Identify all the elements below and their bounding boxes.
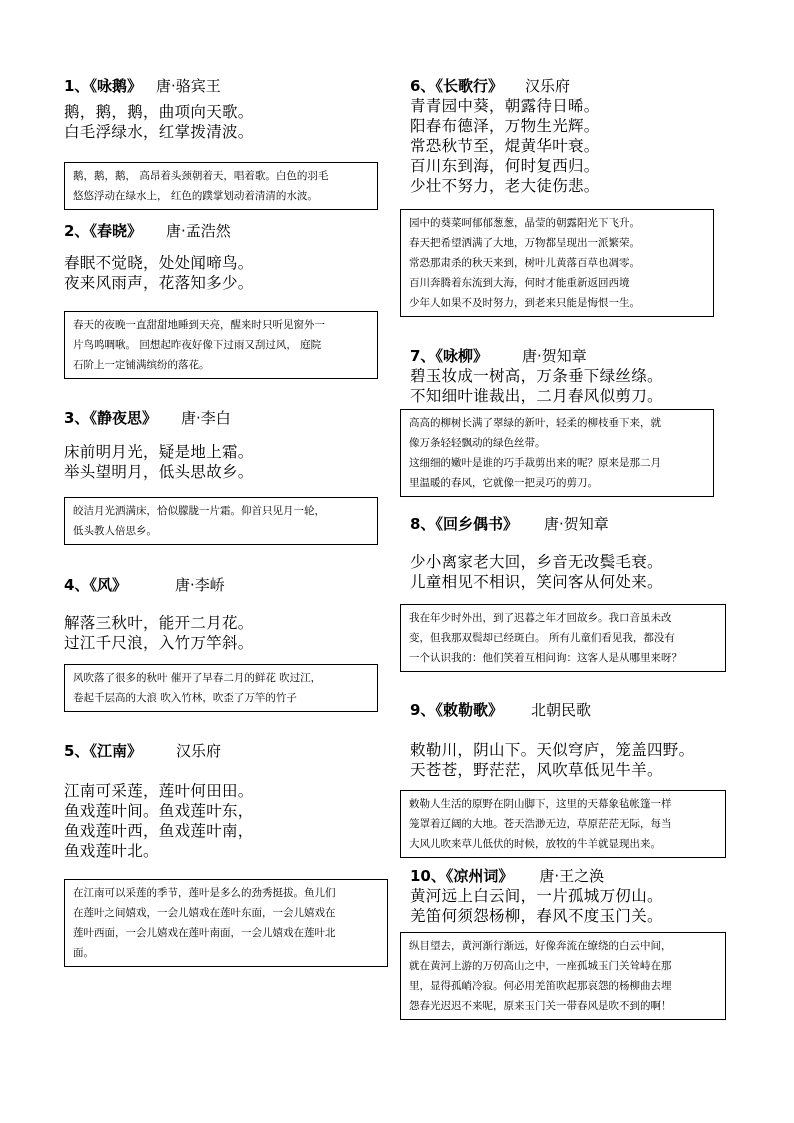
poem-title: 《静夜思》 (89, 409, 157, 427)
poem-1 (64, 76, 254, 142)
poem-6 (410, 76, 600, 196)
poem-line: 夜来风雨声，花落知多少。 (64, 274, 254, 292)
poem-title: 《江南》 (89, 742, 142, 760)
translation-line: 悠悠浮动在绿水上， 红色的蹼掌划动着清清的水波。 (73, 190, 318, 202)
poem-9-translation (400, 790, 726, 858)
translation-line: 少年人如果不及时努力，到老来只能是悔恨一生。 (409, 297, 640, 309)
poem-number: 9、 (410, 701, 436, 719)
translation-line: 在江南可以采莲的季节，莲叶是多么的劲秀挺拔。鱼儿们 (73, 887, 336, 899)
poem-line: 百川东到海，何时复西归。 (410, 157, 600, 175)
poem-3-translation (64, 497, 378, 545)
poem-line: 江南可采莲，莲叶何田田。 (64, 782, 254, 800)
poem-line: 鱼戏莲叶西，鱼戏莲叶南， (64, 822, 254, 840)
poem-title: 《凉州词》 (445, 867, 514, 885)
translation-line: 卷起千层高的大浪 吹入竹林，吹歪了万竿的竹子 (73, 692, 297, 704)
poem-title-line (64, 76, 254, 96)
poem-10-translation (400, 932, 726, 1020)
poem-8 (410, 514, 663, 592)
translation-line: 皎洁月光洒满床，恰似朦胧一片霜。仰首只见月一轮， (73, 505, 325, 517)
poem-8-translation (400, 604, 726, 672)
poem-title: 《长歌行》 (435, 77, 503, 95)
poem-author: 唐·孟浩然 (165, 222, 231, 240)
translation-line: 片鸟鸣啁啾。 回想起昨夜好像下过雨又刮过风， 庭院 (73, 339, 322, 351)
poem-author: 唐·王之涣 (539, 867, 605, 885)
poem-5 (64, 741, 254, 861)
poem-number: 3、 (64, 409, 90, 427)
poem-title-line (64, 741, 254, 761)
poem-author: 唐·李峤 (174, 576, 225, 594)
poem-line: 解落三秋叶，能开二月花。 (64, 614, 254, 632)
poem-4 (64, 575, 254, 653)
poem-title-line (64, 221, 254, 241)
translation-line: 园中的葵菜呵郁郁葱葱，晶莹的朝露阳光下飞升。 (409, 217, 640, 229)
poem-number: 2、 (64, 222, 90, 240)
translation-line: 低头教人倍思乡。 (73, 525, 157, 537)
poem-title: 《风》 (89, 576, 127, 594)
translation-line: 像万条轻轻飘动的绿色丝带。 (409, 437, 546, 449)
poem-4-translation (64, 664, 378, 712)
translation-line: 常恐那肃杀的秋天来到，树叶儿黄落百草也凋零。 (409, 257, 640, 269)
poem-3 (64, 408, 254, 482)
translation-line: 春天的夜晚一直甜甜地睡到天亮，醒来时只听见窗外一 (73, 319, 325, 331)
translation-line: 百川奔腾着东流到大海，何时才能重新返回西境 (409, 277, 630, 289)
poem-number: 1、 (64, 77, 90, 95)
poem-line: 阳春布德泽，万物生光辉。 (410, 117, 600, 135)
poem-line: 白毛浮绿水，红掌拨清波。 (64, 123, 254, 141)
poem-7 (410, 346, 663, 406)
translation-line: 笼罩着辽阔的大地。苍天浩渺无边，草原茫茫无际，每当 (409, 818, 672, 830)
poem-number: 5、 (64, 742, 90, 760)
translation-line: 这细细的嫩叶是谁的巧手裁剪出来的呢？原来是那二月 (409, 457, 661, 469)
poem-title-line (410, 866, 663, 886)
poem-author: 北朝民歌 (530, 701, 591, 719)
poem-line: 举头望明月，低头思故乡。 (64, 463, 254, 481)
poem-line: 不知细叶谁裁出，二月春风似剪刀。 (410, 387, 663, 405)
poem-author: 汉乐府 (175, 742, 221, 760)
poem-number: 4、 (64, 576, 90, 594)
poem-line: 少小离家老大回，乡音无改鬓毛衰。 (410, 553, 663, 571)
poem-author: 唐·贺知章 (543, 515, 609, 533)
poem-1-translation (64, 162, 378, 210)
poem-title-line (64, 575, 254, 595)
poem-line: 青青园中葵，朝露待日晞。 (410, 97, 600, 115)
poem-line: 鹅，鹅，鹅，曲项向天歌。 (64, 103, 254, 121)
poem-title: 《咏柳》 (435, 347, 488, 365)
poem-author: 汉乐府 (524, 77, 570, 95)
poem-line: 常恐秋节至，焜黄华叶衰。 (410, 137, 600, 155)
translation-line: 一个认识我的：他们笑着互相问询：这客人是从哪里来呀？ (409, 652, 682, 664)
poem-line: 鱼戏莲叶间。鱼戏莲叶东， (64, 802, 254, 820)
poem-author: 唐·骆宾王 (155, 77, 221, 95)
translation-line: 里，显得孤峭冷寂。何必用羌笛吹起那哀怨的杨柳曲去埋 (409, 980, 672, 992)
poem-number: 6、 (410, 77, 436, 95)
poem-title-line (410, 514, 663, 534)
poem-10 (410, 866, 663, 926)
poem-2 (64, 221, 254, 293)
translation-line: 面。 (73, 947, 94, 959)
poem-title-line (410, 700, 694, 720)
poem-number: 8、 (410, 515, 436, 533)
poem-5-translation (64, 879, 388, 967)
poem-line: 过江千尺浪，入竹万竿斜。 (64, 634, 254, 652)
translation-line: 变，但我那双鬓却已经斑白。 所有儿童们看见我，都没有 (409, 632, 675, 644)
poem-number: 10、 (410, 867, 446, 885)
translation-line: 怨春光迟迟不来呢，原来玉门关一带春风是吹不到的啊！ (409, 1000, 672, 1012)
translation-line: 高高的柳树长满了翠绿的新叶，轻柔的柳枝垂下来，就 (409, 417, 661, 429)
poem-title: 《咏鹅》 (89, 77, 142, 95)
poem-line: 敕勒川，阴山下。天似穹庐，笼盖四野。 (410, 741, 695, 759)
poem-line: 天苍苍，野茫茫，风吹草低见牛羊。 (410, 761, 663, 779)
translation-line: 鹅，鹅，鹅， 高昂着头颈朝着天，唱着歌。白色的羽毛 (73, 170, 329, 182)
translation-line: 风吹落了很多的秋叶 催开了早春二月的鲜花 吹过江， (73, 672, 322, 684)
translation-line: 我在年少时外出，到了迟暮之年才回故乡。我口音虽未改 (409, 612, 672, 624)
poem-number: 7、 (410, 347, 436, 365)
poem-line: 鱼戏莲叶北。 (64, 842, 159, 860)
poem-line: 儿童相见不相识，笑问客从何处来。 (410, 573, 663, 591)
translation-line: 就在黄河上游的万仞高山之中，一座孤城玉门关耸峙在那 (409, 960, 672, 972)
poem-author: 唐·贺知章 (521, 347, 587, 365)
poem-6-translation (400, 209, 714, 317)
poem-line: 碧玉妆成一树高，万条垂下绿丝绦。 (410, 367, 663, 385)
poem-author: 唐·李白 (180, 409, 231, 427)
translation-line: 石阶上一定铺满缤纷的落花。 (73, 359, 210, 371)
poem-9 (410, 700, 694, 780)
poem-2-translation (64, 311, 378, 379)
translation-line: 莲叶西面，一会儿嬉戏在莲叶南面，一会儿嬉戏在莲叶北 (73, 927, 336, 939)
translation-line: 大风儿吹来草儿低伏的时候，放牧的牛羊就显现出来。 (409, 838, 661, 850)
poem-line: 羌笛何须怨杨柳，春风不度玉门关。 (410, 907, 663, 925)
poem-title: 《敕勒歌》 (435, 701, 503, 719)
poem-7-translation (400, 409, 714, 497)
translation-line: 春天把希望洒满了大地，万物都呈现出一派繁荣。 (409, 237, 640, 249)
poem-title-line (410, 76, 600, 96)
poem-line: 黄河远上白云间，一片孤城万仞山。 (410, 887, 663, 905)
translation-line: 敕勒人生活的原野在阴山脚下，这里的天幕象毡帐篷一样 (409, 798, 672, 810)
poem-title-line (64, 408, 254, 428)
translation-line: 在莲叶之间嬉戏，一会儿嬉戏在莲叶东面，一会儿嬉戏在 (73, 907, 336, 919)
poem-line: 春眠不觉晓，处处闻啼鸟。 (64, 254, 254, 272)
poem-line: 少壮不努力，老大徒伤悲。 (410, 177, 600, 195)
translation-line: 纵目望去，黄河渐行渐远，好像奔流在缭绕的白云中间， (409, 940, 672, 952)
poem-title-line (410, 346, 663, 366)
poem-title: 《春晓》 (89, 222, 142, 240)
poem-title: 《回乡偶书》 (435, 515, 518, 533)
poem-line: 床前明月光，疑是地上霜。 (64, 443, 254, 461)
translation-line: 里温暖的春风，它就像一把灵巧的剪刀。 (409, 477, 598, 489)
